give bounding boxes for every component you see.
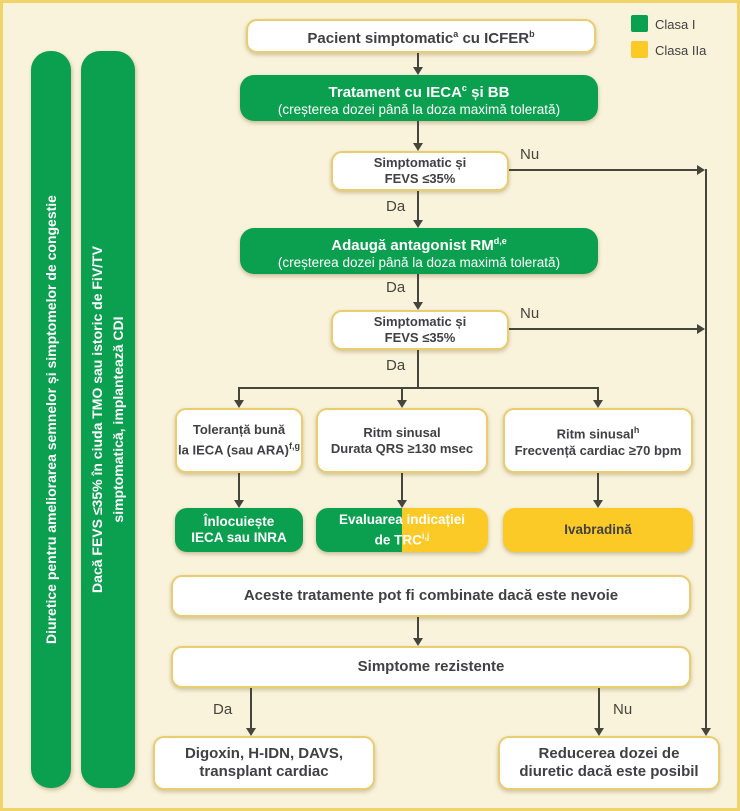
treat1-text-a: Tratament cu IECA (328, 83, 462, 101)
label-dec1-da: Da (386, 198, 406, 215)
label-resist-nu: Nu (613, 701, 633, 718)
treat1-line1 (329, 79, 510, 102)
node-final-reduce-diuretic (498, 736, 720, 790)
cond3-text: Ritm sinusal (556, 426, 634, 442)
connector-resist-finalleft (250, 688, 252, 728)
arrowhead-resist-finalright (594, 728, 604, 736)
act1-line1: Înlocuiește (203, 514, 275, 529)
node-action-arni (175, 508, 303, 552)
sidebar-diuretics-line: Diuretice pentru ameliorarea semnelor și simptomelor de congestie (42, 195, 59, 644)
connector-cond1-act1 (238, 473, 240, 500)
sidebar-icd-bar (81, 51, 135, 788)
node-decision2 (331, 310, 509, 350)
final-right-line2: diuretic dacă este posibil (519, 763, 699, 780)
sidebar-icd-line1: Dacă FEVS ≤35% în ciuda TMO sau istoric de FiV/TV (89, 246, 105, 593)
node-decision1 (331, 151, 509, 191)
treat1-text-b: și BB (466, 83, 510, 101)
arrowhead-branch3 (593, 400, 603, 408)
combine-text: Aceste tratamente pot fi combinate dacă este nevoie (243, 587, 619, 604)
label-dec2-nu: Nu (520, 305, 540, 322)
node-start-text (307, 25, 534, 48)
arrowhead-treat1-dec1 (413, 143, 423, 151)
dec1-line2: FEVS ≤35% (384, 171, 456, 186)
act2-text: de TRC (374, 532, 422, 548)
arrowhead-cond1-act1 (234, 500, 244, 508)
cond3-sup-h: h (633, 425, 640, 436)
arrowhead-start-treat1 (413, 67, 423, 75)
cond1-text: la IECA (sau ARA) (178, 442, 289, 458)
act3-line1: Ivabradină (564, 522, 632, 537)
legend-class1-label: Clasa I (655, 17, 696, 32)
cond2-line2: Durata QRS ≥130 msec (330, 440, 474, 456)
arrowhead-treat2-dec2 (413, 302, 423, 310)
connector-cond2-act2 (401, 473, 403, 500)
sidebar-diuretics-bar (31, 51, 71, 788)
treat1-line2: (creșterea dozei până la doza maximă tolerată) (277, 101, 561, 117)
act1-line2: IECA sau INRA (191, 530, 287, 545)
node-start (246, 19, 596, 53)
start-sup-a: a (453, 28, 459, 39)
resist-text: Simptome rezistente (357, 658, 505, 675)
start-sup-b: b (529, 28, 535, 39)
start-text-2: cu ICFER (458, 29, 530, 47)
connector-dec2-nu (509, 328, 697, 330)
dec2-line1: Simptomatic și (373, 314, 467, 329)
connector-split-horizontal (238, 387, 599, 389)
connector-start-treat1 (417, 53, 419, 68)
act2-sup-ij: i,j (421, 530, 430, 541)
cond1-line2 (178, 438, 300, 458)
arrowhead-dec2-nu (697, 324, 705, 334)
node-treat-ieca-bb (240, 75, 598, 121)
arrowhead-rail-finalright (701, 728, 711, 736)
treat1-sup-c: c (461, 82, 467, 93)
arrowhead-cond2-act2 (397, 500, 407, 508)
connector-treat1-dec1 (417, 121, 419, 144)
arrowhead-branch1 (234, 400, 244, 408)
final-right-line1: Reducerea dozei de (538, 745, 680, 762)
connector-combine-resist (417, 617, 419, 638)
label-dec1-nu: Nu (520, 146, 540, 163)
sidebar-icd-text (81, 51, 135, 788)
cond1-line1: Toleranță bună (192, 422, 286, 438)
connector-branch1 (238, 387, 240, 401)
node-action-ivabradine (503, 508, 693, 552)
node-cond-qrs (316, 408, 488, 473)
arrowhead-dec1-nu (697, 165, 705, 175)
node-final-digoxin (153, 736, 375, 790)
arrowhead-resist-finalleft (246, 728, 256, 736)
sidebar-icd-line2: simptomatică, implantează CDI (110, 316, 126, 523)
treat2-text-a: Adaugă antagonist RM (331, 236, 494, 254)
node-resistant-symptoms (171, 646, 691, 688)
arrowhead-combine-resist (413, 638, 423, 646)
connector-dec1-treat2 (417, 191, 419, 221)
label-treat2-da: Da (386, 279, 406, 296)
arrowhead-branch2 (397, 400, 407, 408)
sidebar-diuretics-text (31, 51, 71, 788)
dec2-line2: FEVS ≤35% (384, 330, 456, 345)
connector-cond3-act3 (597, 473, 599, 500)
cond2-line1: Ritm sinusal (363, 424, 441, 440)
connector-dec1-nu (509, 169, 697, 171)
legend-class2-swatch (631, 41, 648, 58)
act2-line1: Evaluarea indicației (338, 511, 466, 527)
node-cond-heart-rate (503, 408, 693, 473)
node-treat-mra (240, 228, 598, 274)
final-left-line2: transplant cardiac (199, 763, 329, 780)
treat2-sup-de: d,e (493, 235, 507, 246)
arrowhead-dec1-treat2 (413, 220, 423, 228)
cond3-line1 (557, 422, 640, 442)
legend-class2-label: Clasa IIa (655, 43, 707, 58)
cond1-sup-fg: f,g (289, 441, 300, 452)
arrowhead-cond3-act3 (593, 500, 603, 508)
node-combine (171, 575, 691, 617)
cond3-line2: Frecvență cardiac ≥70 bpm (514, 442, 682, 458)
act2-line2 (375, 528, 430, 549)
treat2-line1 (331, 232, 507, 255)
connector-dec2-split (417, 350, 419, 388)
label-resist-da: Da (213, 701, 233, 718)
start-text-1: Pacient simptomatic (307, 29, 454, 47)
dec1-line1: Simptomatic și (373, 155, 467, 170)
connector-branch3 (597, 387, 599, 401)
legend-class1-swatch (631, 15, 648, 32)
node-action-crt (316, 508, 488, 552)
connector-branch2 (401, 387, 403, 401)
connector-resist-finalright (598, 688, 600, 728)
node-cond-ace-tolerance (175, 408, 303, 473)
final-left-line1: Digoxin, H-IDN, DAVS, (184, 745, 344, 762)
treat2-line2: (creșterea dozei până la doza maximă tolerată) (277, 254, 561, 270)
connector-right-rail (705, 169, 707, 728)
label-dec2-da: Da (386, 357, 406, 374)
connector-treat2-dec2 (417, 274, 419, 302)
